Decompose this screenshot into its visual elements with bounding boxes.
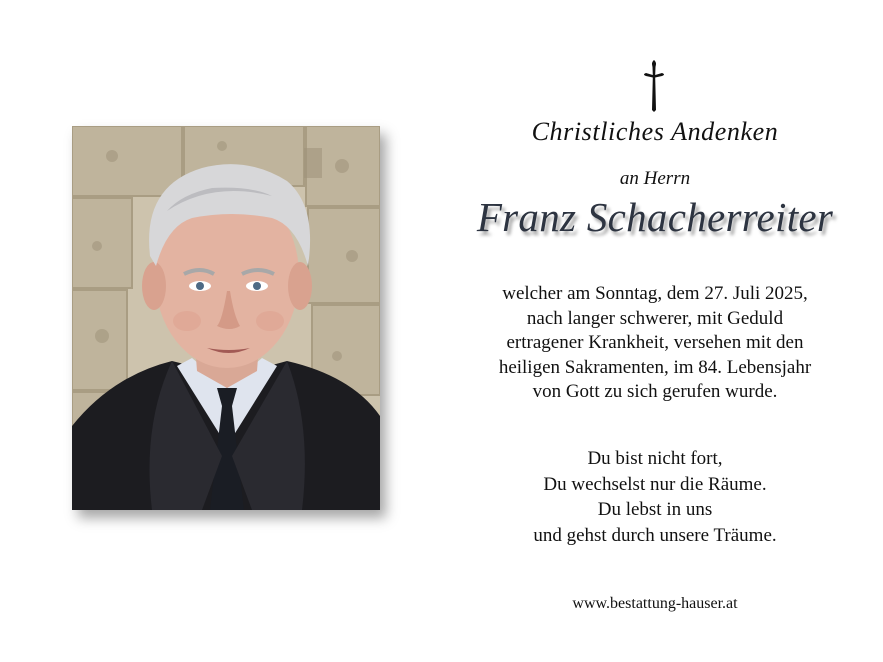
card-title: Christliches Andenken <box>531 117 779 146</box>
announcement-line: ertragener Krankheit, versehen mit den <box>506 332 804 353</box>
cross-icon <box>640 58 668 112</box>
announcement-line: welcher am Sonntag, dem 27. Juli 2025, <box>502 283 808 304</box>
deceased-name: Franz Schacherreiter <box>476 194 834 240</box>
card-subtitle: an Herrn <box>619 168 691 189</box>
portrait-illustration <box>72 126 380 510</box>
announcement-text <box>455 282 855 405</box>
poem-line: Du bist nicht fort, <box>587 448 723 469</box>
funeral-home-website[interactable]: www.bestattung-hauser.at <box>572 595 738 612</box>
poem-line: Du wechselst nur die Räume. <box>543 473 767 495</box>
portrait-photo <box>72 126 380 510</box>
announcement-line: nach langer schwerer, mit Geduld <box>526 307 784 329</box>
announcement-line: von Gott zu sich gerufen wurde. <box>532 381 778 402</box>
poem-line: und gehst durch unsere Träume. <box>533 524 777 546</box>
memorial-poem <box>455 446 855 548</box>
announcement-line: heiligen Sakramenten, im 84. Lebensjahr <box>498 356 812 378</box>
poem-line: Du lebst in uns <box>597 499 713 520</box>
